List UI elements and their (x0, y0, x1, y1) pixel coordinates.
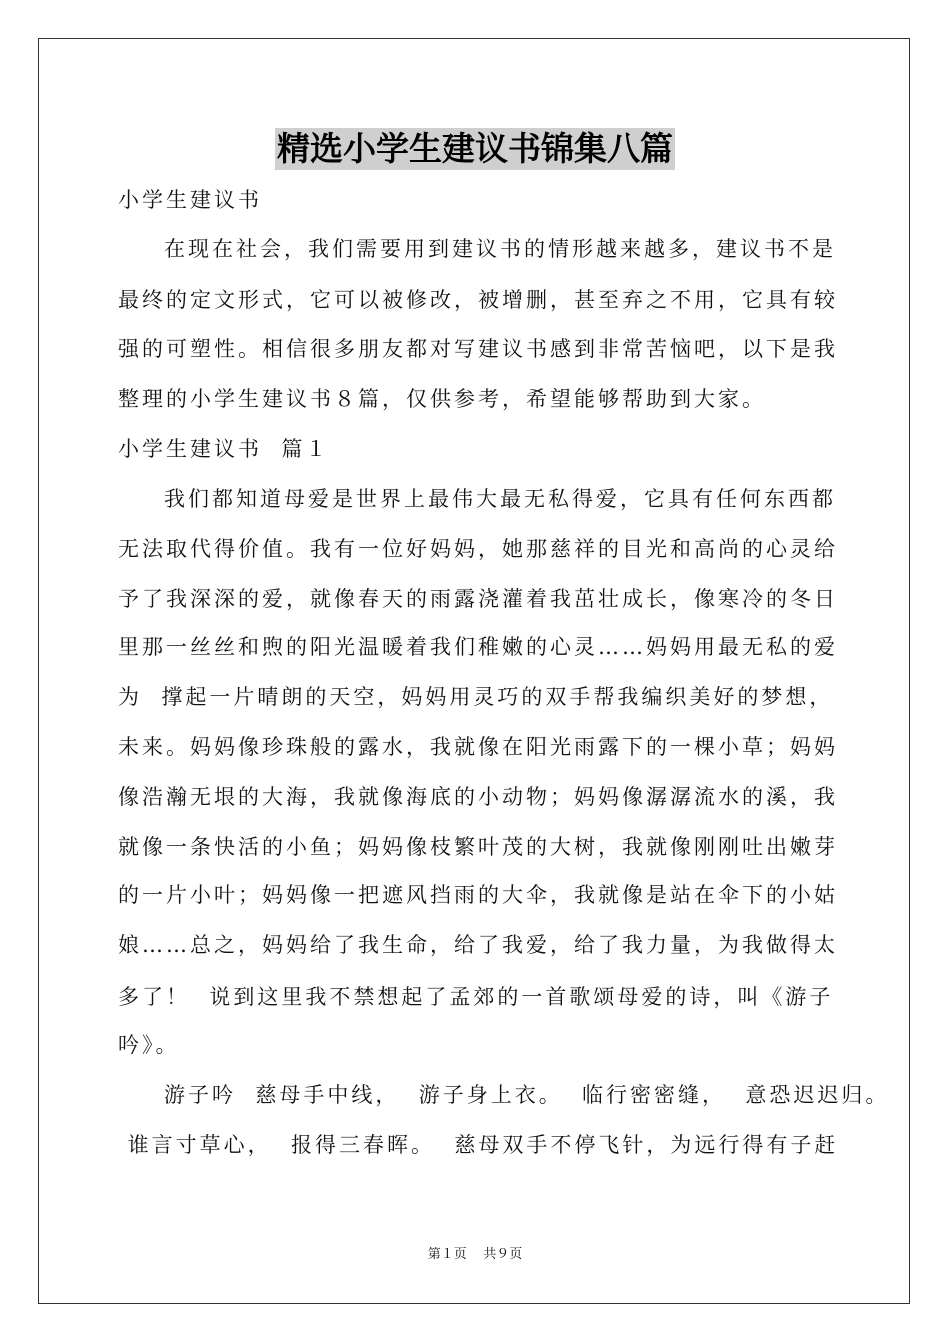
paragraph-line: 多了！ 说到这里我不禁想起了孟郊的一首歌颂母爱的诗，叫《游子 (118, 985, 834, 1009)
paragraph-line: 予了我深深的爱，就像春天的雨露浇灌着我茁壮成长，像寒冷的冬日 (118, 587, 838, 611)
section-heading: 小学生建议书 篇１ (118, 437, 330, 461)
paragraph-line: 像浩瀚无垠的大海，我就像海底的小动物；妈妈像潺潺流水的溪，我 (118, 785, 838, 809)
paragraph-line: 为 撑起一片晴朗的天空，妈妈用灵巧的双手帮我编织美好的梦想， (118, 685, 834, 709)
paragraph-line: 未来。妈妈像珍珠般的露水，我就像在阳光雨露下的一棵小草；妈妈 (118, 735, 838, 759)
section-heading: 小学生建议书 (118, 188, 262, 212)
poem-line: 游子吟 慈母手中线， 游子身上衣。 临行密密缝， 意恐迟迟归。 (164, 1083, 890, 1107)
page-number-footer: 第１页 共９页 (427, 1247, 523, 1262)
poem-line: 谁言寸草心， 报得三春晖。 慈母双手不停飞针，为远行得有子赶 (118, 1133, 839, 1157)
paragraph-line: 在现在社会，我们需要用到建议书的情形越来越多，建议书不是 (164, 237, 836, 261)
title-container (0, 128, 950, 170)
page-border (38, 38, 910, 1304)
paragraph-line: 里那一丝丝和煦的阳光温暖着我们稚嫩的心灵……妈妈用最无私的爱 (118, 635, 838, 659)
paragraph-line: 最终的定文形式，它可以被修改，被增删，甚至弃之不用，它具有较 (118, 288, 838, 312)
paragraph-line: 无法取代得价值。我有一位好妈妈，她那慈祥的目光和高尚的心灵给 (118, 537, 838, 561)
paragraph-line: 娘……总之，妈妈给了我生命，给了我爱，给了我力量，为我做得太 (118, 933, 838, 957)
document-title: 精选小学生建议书锦集八篇 (277, 129, 673, 168)
paragraph-line: 整理的小学生建议书８篇，仅供参考，希望能够帮助到大家。 (118, 387, 766, 411)
paragraph-line: 就像一条快活的小鱼；妈妈像枝繁叶茂的大树，我就像刚刚吐出嫩芽 (118, 835, 838, 859)
paragraph-line: 强的可塑性。相信很多朋友都对写建议书感到非常苦恼吧，以下是我 (118, 337, 838, 361)
paragraph-line: 吟》。 (118, 1033, 180, 1057)
paragraph-line: 的一片小叶；妈妈像一把遮风挡雨的大伞，我就像是站在伞下的小姑 (118, 883, 838, 907)
paragraph-line: 我们都知道母爱是世界上最伟大最无私得爱，它具有任何东西都 (164, 487, 836, 511)
